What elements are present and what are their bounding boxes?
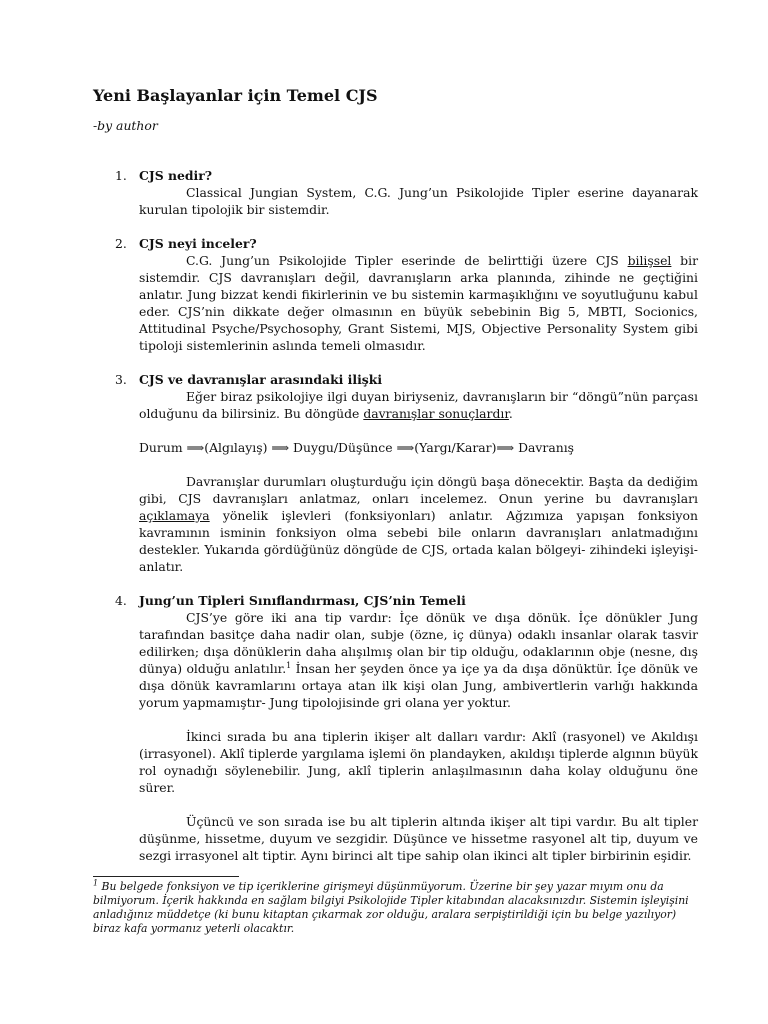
text-run: . (508, 406, 513, 421)
text-run: yönelik işlevleri (fonksiyonları) anlatır. Ağzımıza yapışan fonksiyon kavramının isminin fonksiyon olma sebebi bile onların davranışları anlatmadığını destekler. Yukarıda gördüğünüz döngüde de CJS, ortada kalan bölgeyi- zihindeki işleyişi- anlatır. (139, 508, 698, 574)
byline: -by author (93, 118, 158, 133)
underlined-term: davranışlar sonuçlardır (363, 406, 509, 421)
paragraph (139, 473, 698, 575)
section-heading: CJS neyi inceler? (139, 236, 257, 251)
section-number: 3. (115, 372, 127, 387)
paragraph (139, 609, 698, 711)
section-heading: CJS ve davranışlar arasındaki ilişki (139, 372, 383, 387)
text-run: bir sistemdir. CJS davranışları değil, davranışların arka planında, zihinde ne geçtiğini anlatır. Jung bizzat kendi fikirlerinin ve bu sistemin karmaşıklığını ve soyutluğunu kabul eder. CJS’nin dikkate değer olmasının en büyük sebebinin Big 5, MBTI, Socionics, Attitudinal Psyche/Psychosophy, Grant Sistemi, MJS, Objective Personality System gibi tipoloji sistemlerinin aslında temeli olmasıdır. (139, 253, 698, 353)
underlined-term: bilişsel (627, 253, 672, 268)
paragraph (139, 388, 698, 422)
section-list (93, 167, 698, 864)
document-title: Yeni Başlayanlar için Temel CJS (93, 86, 378, 105)
footnote-mark: 1 (93, 878, 99, 888)
section-number: 2. (115, 236, 127, 251)
text-run: İnsan her şeyden önce ya içe ya da dışa dönüktür. İçe dönük ve dışa dönük kavramlarını ortaya atan ilk kişi olan Jung, ambivertlerin varlığı hakkında yorum yapmamıştır- Jung tipolojisinde gri olana yer yoktur. (139, 661, 698, 710)
text-run: C.G. Jung’un Psikolojide Tipler eserinde de belirttiği üzere CJS (186, 253, 628, 268)
section-3 (93, 371, 698, 575)
paragraph (139, 252, 698, 354)
text-run: Davranışlar durumları oluşturduğu için döngü başa dönecektir. Başta da dediğim gibi, CJS davranışları anlatmaz, onları incelemez. Onun yerine bu davranışları (139, 474, 698, 506)
text-run: Eğer biraz psikolojiye ilgi duyan biriyseniz, davranışların bir “döngü”nün parçası olduğunu da bilirsiniz. Bu döngüde (139, 389, 698, 421)
section-heading: CJS nedir? (139, 168, 213, 183)
section-number: 4. (115, 593, 127, 608)
footnote-reference[interactable]: 1 (286, 660, 292, 670)
footnote (93, 880, 693, 936)
section-number: 1. (115, 168, 127, 183)
paragraph: Classical Jungian System, C.G. Jung’un Psikolojide Tipler eserine dayanarak kurulan tipolojik bir sistemdir. (139, 185, 698, 217)
section-heading: Jung’un Tipleri Sınıflandırması, CJS’nin Temeli (139, 593, 466, 608)
section-4 (93, 592, 698, 864)
footnote-text: Bu belgede fonksiyon ve tip içeriklerine girişmeyi düşünmüyorum. Üzerine bir şey yazar mıyım onu da bilmiyorum. İçerik hakkında en sağlam bilgiyi Psikolojide Tipler kitabından alacaksınızdır. Sistemin işleyişini anladığınız müddetçe (ki bunu kitaptan çıkarmak zor olduğu, aralara serpiştirildiği için bu belge yazılıyor) biraz kafa yormanız yeterli olacaktır. (93, 880, 689, 935)
underlined-term: açıklamaya (139, 508, 210, 523)
text-run: CJS’ye göre iki ana tip vardır: İçe dönük ve dışa dönük. İçe dönükler Jung tarafından basitçe daha nadir olan, subje (özne, iç dünya) odaklı insanlar olarak tasvir edilirken; dışa dönüklerin daha alışılmış olan bir tip olduğu, odaklarının obje (nesne, dış dünya) olduğu anlatılır. (139, 610, 698, 676)
paragraph: Üçüncü ve son sırada ise bu alt tiplerin altında ikişer alt tipi vardır. Bu alt tipler düşünme, hissetme, duyum ve sezgidir. Düşünce ve hissetme rasyonel alt tip, duyum ve sezgi irrasyonel alt tiptir. Aynı birinci alt tipe sahip olan ikinci alt tipler birbirinin eşidir. (139, 814, 698, 863)
footnote-divider (93, 876, 239, 877)
section-2 (93, 235, 698, 354)
section-1 (93, 167, 698, 218)
paragraph: İkinci sırada bu ana tiplerin ikişer alt dalları vardır: Aklî (rasyonel) ve Akıldışı (irrasyonel). Aklî tiplerde yargılama işlemi ön plandayken, akıldışı tiplerde algının büyük rol oynadığı söylenebilir. Jung, aklî tiplerin anlaşılmasının daha kolay olduğunu öne sürer. (139, 729, 698, 795)
flow-line: Durum ⟹(Algılayış) ⟹ Duygu/Düşünce ⟹(Yargı/Karar)⟹ Davranış (139, 440, 575, 455)
